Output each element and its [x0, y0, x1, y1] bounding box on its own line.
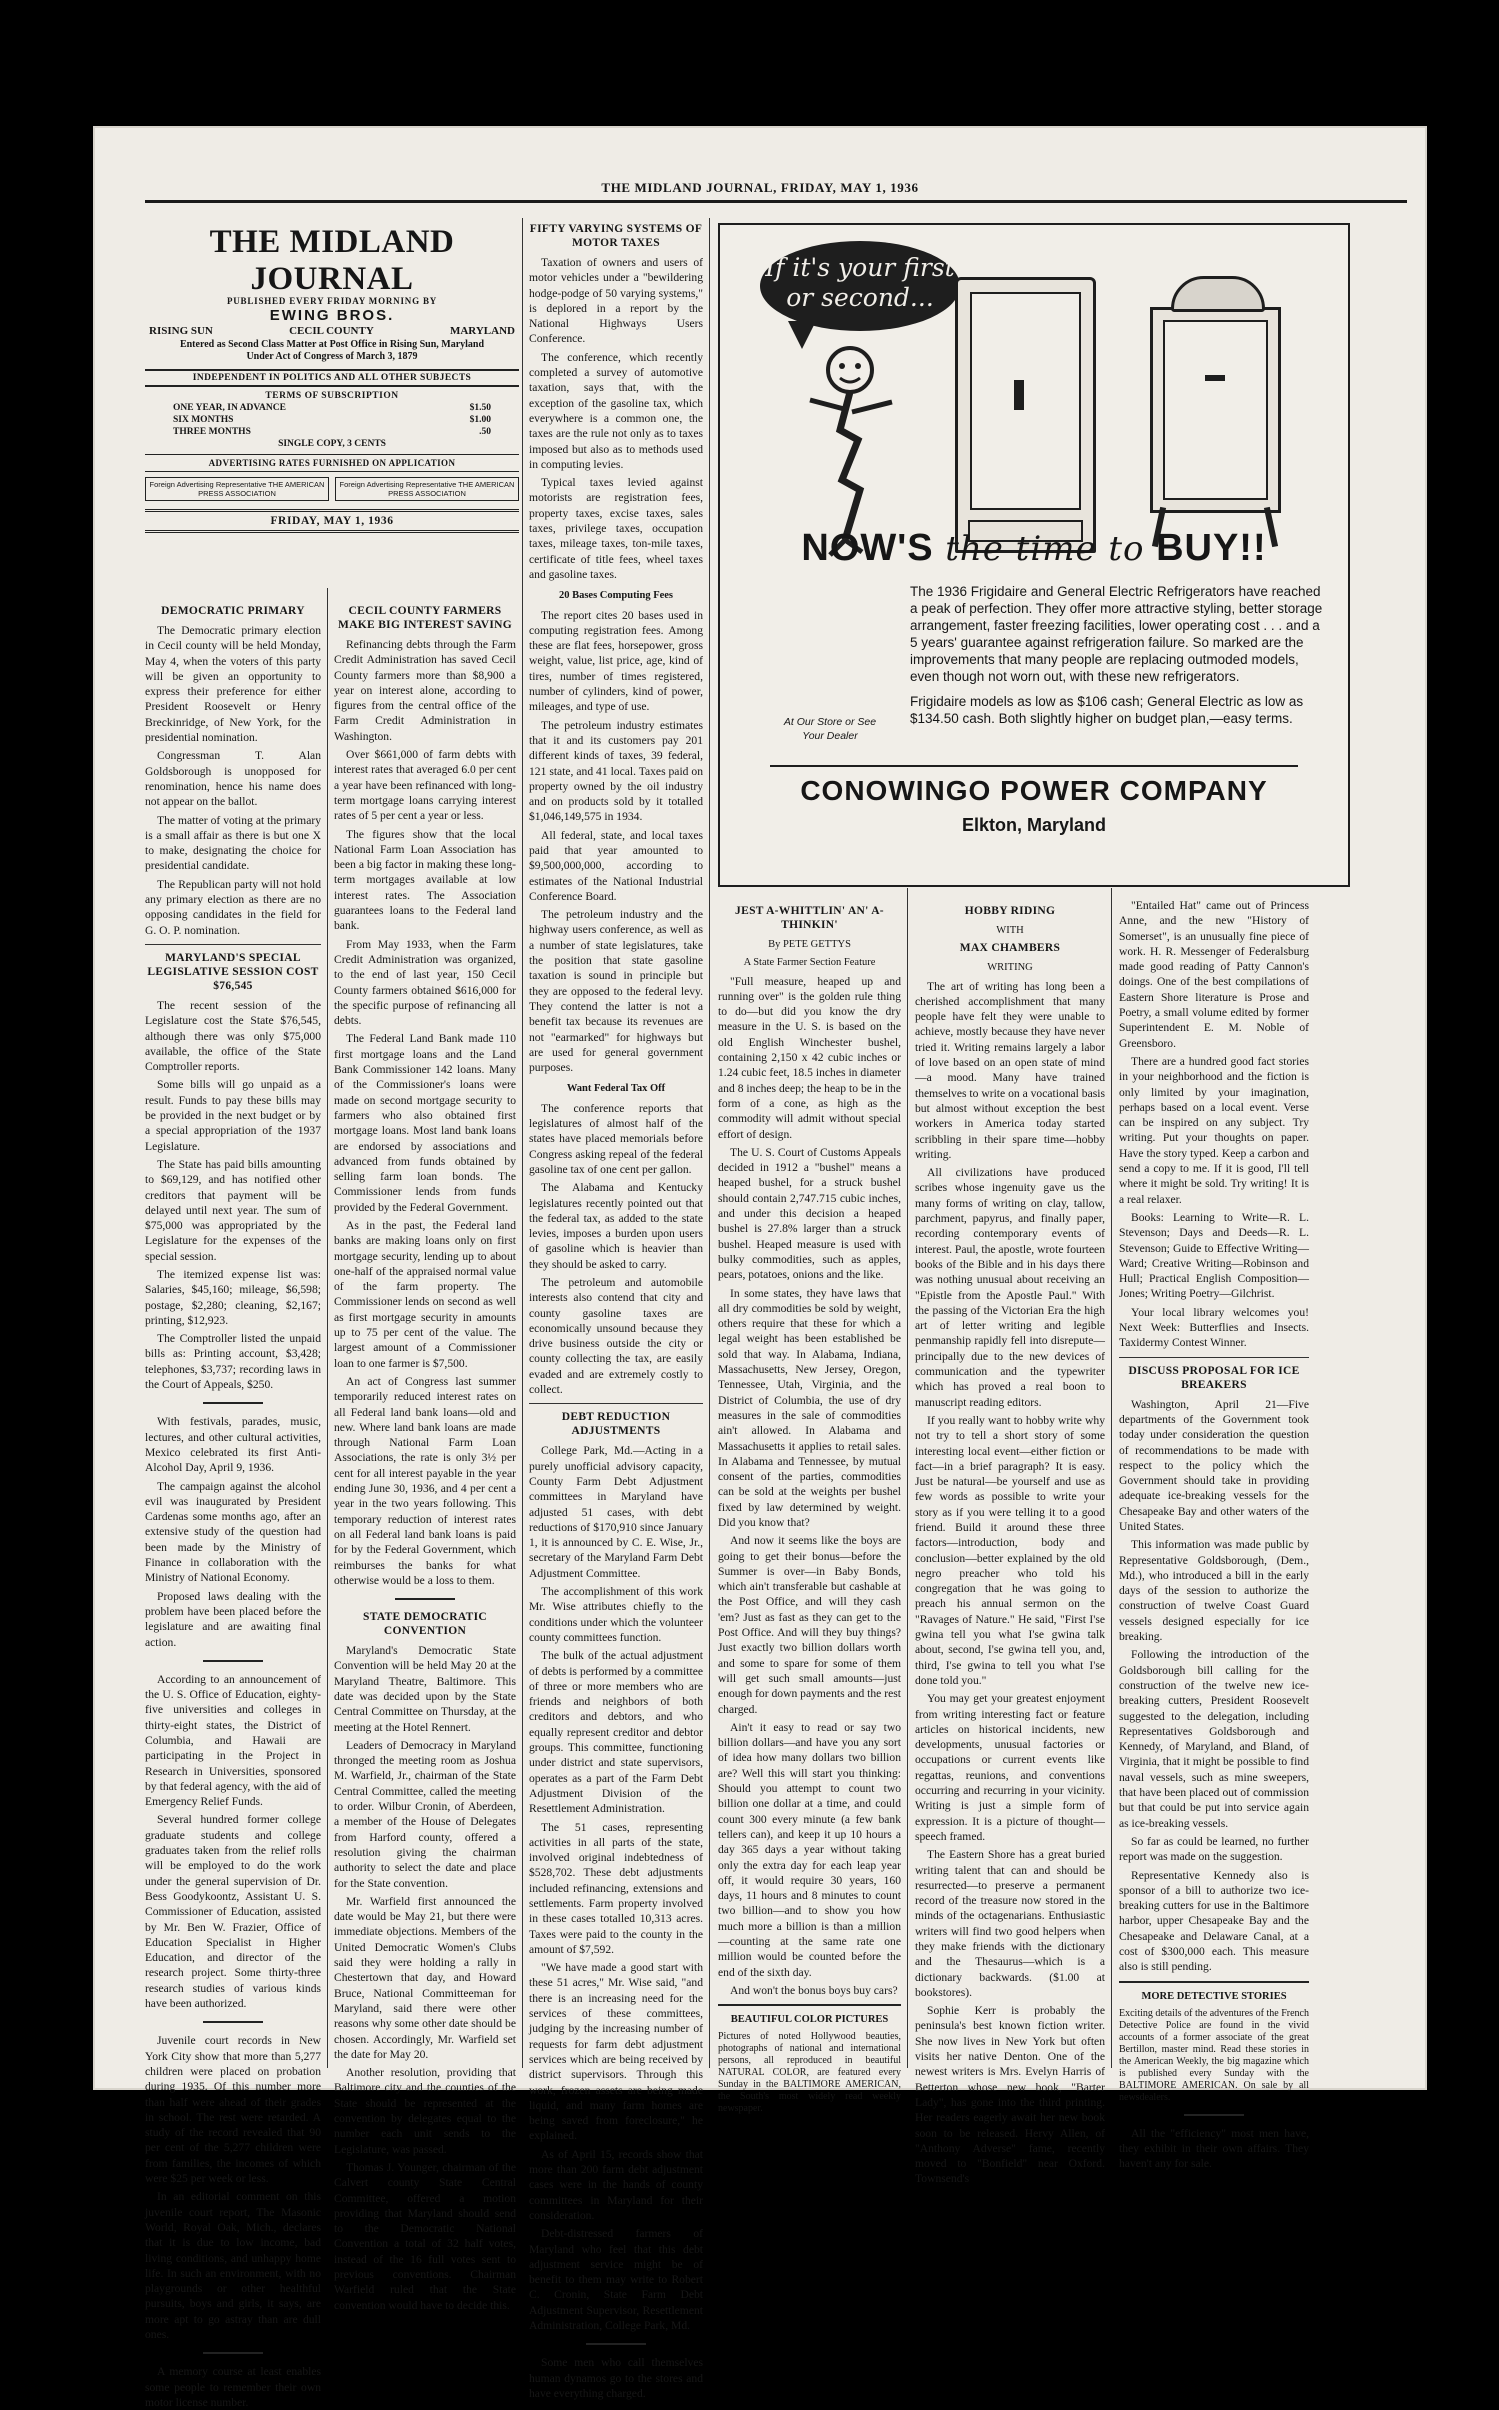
paragraph: You may get your greatest enjoyment from writing interesting fact or feature articles on historical incidents, new developments, unusual factories or occupations or current events like regattas, reunions, and conventions occurring and recurring in your vicinity. Writing is just a simple form of expression. It is a picture of thought—speech framed.: [915, 1692, 1105, 1843]
subscription-terms: [163, 391, 501, 449]
ad-rates: ADVERTISING RATES FURNISHED ON APPLICATION: [145, 454, 519, 472]
column-1: [145, 598, 321, 2409]
location-row: [145, 325, 519, 337]
paragraph: Some bills will go unpaid as a result. Funds to pay these bills may be provided in the next budget or by a special appropriation of the 1937 Legislature.: [145, 1078, 321, 1153]
headline-part: BUY!!: [1156, 527, 1267, 569]
paragraph: The petroleum and automobile interests also contend that city and county gasoline taxes are economically unsound because they drive business outside the city or county collecting the tax, are easily evaded and are extremely costly to collect.: [529, 1276, 703, 1397]
ad-company: CONOWINGO POWER COMPANY: [800, 775, 1268, 806]
newspaper-page: [95, 128, 1425, 2409]
paragraph: The conference, which recently completed a survey of automotive taxation, says that, with the exception of the gasoline tax, which everywhere is a common one, the taxes are the rule not only as to taxes imposed but also as to methods used in computing levies.: [529, 350, 703, 471]
divider: [1119, 1357, 1309, 1358]
column-rule: [907, 888, 908, 2068]
paragraph: As of April 15, records show that more than 200 farm debt adjustment cases were in the hands of county committees in Maryland for their consideration.: [529, 2147, 703, 2222]
paragraph: The recent session of the Legislature cost the State $76,545, although there was only $75,000 available, the office of the State Comptroller reports.: [145, 998, 321, 1074]
paragraph: Debt-distressed farmers of Maryland who feel that this debt adjustment service might be of benefit to them may write to Robert C. Cronin, State Farm Debt Adjustment Supervisor, Resettlement Administration, College Park, Md.: [529, 2227, 703, 2332]
masthead: [145, 220, 519, 592]
paragraph: The matter of voting at the primary is a small affair as there is but one X to make, designating the choice for presidential candidate.: [145, 813, 321, 873]
column-4: [718, 898, 901, 2115]
paragraph: The U. S. Court of Customs Appeals decided in 1912 a "bushel" means a heaped bushel, for a struck bushel should contain 2,747.715 cubic inches, and under this decision a heaped bushel is 27.8% larger than a struck bushel. Heaped measure is used with bulky commodities, such as apples, pears, potatoes, onions and the like.: [718, 1145, 901, 1282]
column-3: [529, 216, 703, 2400]
subheading: 20 Bases Computing Fees: [558, 590, 674, 602]
headline: HOBBY RIDING: [964, 905, 1056, 917]
section-title: WRITING: [987, 962, 1033, 974]
headline: JEST A-WHITTLIN' AN' A-THINKIN': [735, 905, 884, 931]
paragraph: Another resolution, providing that Baltimore city and the counties of the State should be represented at the convention by delegates equal to the number each unit sends to the Legislature, was passed.: [334, 2066, 516, 2156]
paragraph: The art of writing has long been a cherished accomplishment that many people have felt they were unable to achieve, mostly because they have never tried it. Writing remains largely a labor of love based on an open state of mind—a mood. Many have trained themselves to write on a vocational basis but almost without exception the best workers in America today started scribbling in their spare time—hobby writing.: [915, 979, 1105, 1161]
paragraph: The Comptroller listed the unpaid bills as: Printing account, $3,428; telephones, $3,737; recording laws in the Court of Appeals, $250.: [145, 1332, 321, 1392]
running-head: THE MIDLAND JOURNAL, FRIDAY, MAY 1, 1936: [601, 180, 919, 195]
divider: [203, 1660, 263, 1662]
paragraph: If you really want to hobby write why not try to tell a short story of some interesting local event—either fiction or fact—in a brief paragraph? It is easy. Just be natural—be yourself and use as few words as possible to write your story as if you were telling it to a good friend. Build it around these three factors—introduction, body and conclusion—better explained by the old negro preacher who told his congregation that he was going to preach his annual sermon on the "Ravages of Nature." He said, "First I'se gwina tell you what I'se gwina talk about, second, I'se gwina tell you, and, third, I'se gwina to tell you what I'se done told you.": [915, 1413, 1105, 1687]
divider: [145, 944, 321, 945]
paragraph: Juvenile court records in New York City show that more than 5,277 children were placed on probation during 1935. Of this number more than half were ahead of their grades in school. The rest were retarded. A study of the record revealed that 90 per cent of the 5,277 children were from families, the incomes of which were $25 per week or less.: [145, 2034, 321, 2186]
paragraph: This information was made public by Representative Goldsborough, (Dem., Md.), who introduced a bill in the early days of the session to authorize the construction of twelve Coast Guard vessels designed especially for ice breaking.: [1119, 1538, 1309, 1644]
ad-store-note: At Our Store or See Your Dealer: [783, 716, 877, 742]
divider: [586, 2343, 646, 2345]
paragraph: The Democratic primary election in Cecil county will be held Monday, May 4, when the voters of this party will be given an opportunity to express their preference for either President Roosevelt or Henry Breckinridge, of New York, for the presidential nomination.: [145, 624, 321, 745]
paragraph: Representative Kennedy also is sponsor of a bill to authorize two ice-breaking cutters for use in the Baltimore harbor, upper Chesapeake Bay and the Chesapeake and Delaware Canal, at a cost of $300,000 each. This measure also is still pending.: [1119, 1868, 1309, 1974]
paragraph: A memory course at least enables some people to remember their own motor license number.: [145, 2365, 321, 2409]
box-text: Pictures of noted Hollywood beauties, photographs of national and international persons, all reproduced in beautiful NATURAL COLOR, are featured every Sunday in the BALTIMORE AMERICAN, the South's most widely read weekly newspaper.: [718, 2031, 901, 2115]
paragraph: The accomplishment of this work Mr. Wise attributes chiefly to the conditions under which the volunteer county committees function.: [529, 1585, 703, 1644]
paragraph: Several hundred former college graduate students and college graduates taken from the relief rolls will be employed to do the work under the general supervision of Dr. Bess Goodykoontz, Assistant U. S. Commissioner of Education, assisted by Mr. Ben W. Frazier, Office of Education Specialist in Higher Education, and director of the research project. Some thirty-three research studies of various kinds have been authorized.: [145, 1813, 321, 2011]
paragraph: Proposed laws dealing with the problem have been placed before the legislature and are awaiting final action.: [145, 1589, 321, 1649]
terms-title: TERMS OF SUBSCRIPTION: [265, 391, 399, 401]
terms-label: ONE YEAR, IN ADVANCE: [173, 403, 286, 413]
paragraph: Congressman T. Alan Goldsborough is unopposed for renomination, hence his name does not appear on the ballot.: [145, 749, 321, 809]
headline-part: the time to: [945, 529, 1145, 569]
column-2: [334, 598, 516, 2312]
state: MARYLAND: [449, 325, 515, 337]
newspaper-name: THE MIDLAND JOURNAL: [209, 224, 455, 297]
dateline: FRIDAY, MAY 1, 1936: [145, 509, 519, 533]
author-name: MAX CHAMBERS: [959, 942, 1061, 955]
paragraph: The campaign against the alcohol evil was inaugurated by President Cardenas some months ago, after an extensive study of the question had been made by the Ministry of Finance in collaboration with the Ministry of National Economy.: [145, 1479, 321, 1585]
rep-box: Foreign Advertising Representative THE AMERICAN PRESS ASSOCIATION: [335, 477, 519, 501]
ad-divider: [770, 765, 1298, 767]
paragraph: All the "efficiency" most men have, they exhibit in their own affairs. They haven't any for sale.: [1119, 2126, 1309, 2171]
paragraph: Typical taxes levied against motorists are registration fees, property taxes, excise taxes, sales taxes, privilege taxes, occupation taxes, mileage taxes, ton-mile taxes, certificate of title fees, wheel taxes and gasoline taxes.: [529, 476, 703, 581]
column-rule: [522, 218, 523, 2068]
paragraph: In some states, they have laws that all dry commodities be sold by weight, others require that these for which a legal weight has been established be sold that way. In Alabama, Indiana, Massachusetts, New Jersey, Oregon, Tennessee, Utah, Virginia, and the District of Columbia, the use of dry measures in the sale of commodities ain't allowed. In Alabama and Massachusetts it applies to retail sales. In Alabama and Tennessee, by mutual consent of the parties, commodities can be sold at the weights per bushel fixed by law determined by weight. Did you know that?: [718, 1286, 901, 1529]
terms-row: [173, 427, 491, 437]
paragraph: The petroleum industry and the highway users conference, as well as a number of state legislatures, take the position that state gasoline taxation is sound in principle but they are opposed to the federal levy. They contend the latter is not a benefit tax because its revenues are not "earmarked" for highways but are used for general government purposes.: [529, 908, 703, 1075]
headline: STATE DEMOCRATIC CONVENTION: [363, 1611, 487, 1638]
terms-price: .50: [479, 427, 491, 437]
byline: By PETE GETTYS: [768, 939, 851, 950]
representatives: [145, 477, 519, 501]
paragraph: From May 1933, when the Farm Credit Administration was organized, to the end of last year, 150 Cecil County farmers obtained $616,000 for the specific purpose of refinancing all debts.: [334, 937, 516, 1028]
paragraph: The Republican party will not hold any primary election as there are no opposing candidates in the field for G. O. P. nomination.: [145, 877, 321, 937]
paragraph: The bulk of the actual adjustment of debts is performed by a committee of three or more members who are friends and neighbors of both creditors and debtors, and who equally represent creditor and debtor groups. This committee, functioning under district and state supervisors, operates as a part of the Farm Debt Adjustment Division of the Resettlement Administration.: [529, 1649, 703, 1816]
paragraph: Maryland's Democratic State Convention will be held May 20 at the Maryland Theatre, Baltimore. This date was decided upon by the State Central Committee on Thursday, at the meeting at the Hotel Rennert.: [334, 1644, 516, 1734]
headline: FIFTY VARYING SYSTEMS OF MOTOR TAXES: [529, 223, 703, 249]
paragraph: According to an announcement of the U. S. Office of Education, eighty-five universities and colleges in thirty-eight states, the District of Columbia, and Hawaii are participating in the Project in Research in Universities, sponsored by that federal agency, with the aid of Emergency Relief Funds.: [145, 1672, 321, 1809]
paragraph: The itemized expense list was: Salaries, $45,160; mileage, $6,598; postage, $2,280; cleaning, $2,167; printing, $12,923.: [145, 1267, 321, 1327]
headline: DEMOCRATIC PRIMARY: [161, 605, 305, 617]
refrigerator-left-icon: [955, 277, 1096, 553]
subheading: Want Federal Tax Off: [566, 1083, 666, 1095]
paragraph: And won't the bonus boys buy cars?: [730, 1983, 898, 1997]
box-text: Exciting details of the adventures of the French Detective Police are found in the vivid accounts of a former associate of the great Bertillon, master mind. Read these stories in the American Weekly, the big magazine which is published every Sunday with the BALTIMORE AMERICAN. On sale by all newsdealers.: [1119, 2007, 1309, 2103]
paragraph: The petroleum industry estimates that it and its customers pay 201 different kinds of taxes, 39 federal, 121 state, and 41 local. Taxes paid on property owned by the oil industry and on products sold by it totalled $1,046,149,575 in 1934.: [529, 718, 703, 824]
paragraph: Washington, April 21—Five departments of the Government took today under consideration the question of recommendations to be made with respect to the policy which the Government should take in providing adequate ice-breaking vessels for the Chesapeake Bay and other waters of the United States.: [1119, 1397, 1309, 1533]
column-rule: [709, 218, 710, 2068]
terms-price: $1.00: [469, 415, 491, 425]
paragraph: Refinancing debts through the Farm Credit Administration has saved Cecil County farmers more than $8,900 a year on interest alone, according to figures from the central office of the Farm Credit Administration in Washington.: [334, 638, 516, 743]
town: RISING SUN: [149, 325, 213, 337]
paragraph: Ain't it easy to read or say two billion dollars—and have you any sort of idea how many dollars two billion are? Well this will start you thinking: Should you attempt to count two billion one dollar at a time, and could count 300 every minute (a few bank tellers can), and keep it up 10 hours a day 365 days a year without taking only the extra day for each leap year off, it would require 30 years, 160 days, 11 hours and 8 minutes to count two billion—and to show you how much more a billion is than a million—counting at the same rate one million would be counted before the end of the sixth day.: [718, 1720, 901, 1979]
terms-label: SIX MONTHS: [173, 415, 234, 425]
paragraph: In an editorial comment on this juvenile court report, The Masonic World, Royal Oak, Mich., declares that it is due to low income, bad living conditions, and unhappy home life. In such an environment, with no playgrounds or other healthful pursuits, boys and girls, it says, are more apt to go astray than are dull ones.: [145, 2190, 321, 2341]
paragraph: "We have made a good start with these 51 acres," Mr. Wise said, "and there is an increasing need for the services of these committees, judging by the increasing number of requests for farm debt adjustment services which are being received by district supervisors. Through this work, frozen assets are being made liquid, and many farm homes are being saved from foreclosure," he explained.: [529, 1961, 703, 2143]
ad-paragraph: Frigidaire models as low as $106 cash; General Electric as low as $134.50 cash. Both slightly higher on budget plan,—easy terms.: [910, 694, 1304, 726]
paragraph: College Park, Md.—Acting in a purely unofficial advisory capacity, County Farm Debt Adjustment committees in Maryland have adjusted 51 cases, with debt reductions of $170,910 since January 1, it is announced by C. E. Wise, Jr., secretary of the Maryland Farm Debt Adjustment Committee.: [529, 1444, 703, 1580]
terms-price: $1.50: [469, 403, 491, 413]
divider: [1119, 1981, 1309, 1983]
box-title: MORE DETECTIVE STORIES: [1141, 1990, 1287, 2002]
terms-label: THREE MONTHS: [173, 427, 251, 437]
paragraph: Sophie Kerr is probably the peninsula's best known fiction writer. She now lives in New York but often visits her native Denton. One of the newest writers is Mrs. Evelyn Harris of Betterton whose new book, "Barter Lady", has gone into the third printing. Her readers eagerly await her new book soon to be released. Hervy Allen, of "Anthony Adverse" fame, recently moved to "Bonfield" near Oxford. Townsend's: [915, 2004, 1105, 2186]
paragraph: The conference reports that legislatures of almost half of the states have placed memorials before Congress asking repeal of the federal gasoline tax of one cent per gallon.: [529, 1101, 703, 1176]
paragraph: Over $661,000 of farm debts with interest rates that averaged 6.0 per cent a year have been refinanced with long-term mortgage loans carrying interest rates of 5 per cent a year or less.: [334, 748, 516, 823]
paragraph: Leaders of Democracy in Maryland thronged the meeting room as Joshua M. Warfield, Jr., chairman of the State Central Committee, called the meeting to order. Wilbur Cronin, of Aberdeen, a member of the House of Delegates from Harford county, offered a resolution giving the chairman authority to select the date and place for the State convention.: [334, 1738, 516, 1890]
terms-row: [173, 403, 491, 413]
paragraph: Taxation of owners and users of motor vehicles under a "bewildering hodge-podge of 50 varying systems," is deplored in a report by the National Highways Users Conference.: [529, 256, 703, 346]
entered-notice: [145, 339, 519, 363]
paragraph: And now it seems like the boys are going to get their bonus—before the Summer is over—in Baby Bonds, which ain't transferable but cashable at the Post Office, and will they cash 'em? Just as fast as they can get to the Post Office. And will they buy things? Just exactly two billion dollars worth and some to spare for some of them will get such small amounts—just enough for down payments and the rest charged.: [718, 1534, 901, 1716]
ad-body: [910, 583, 1324, 735]
publisher-name: EWING BROS.: [269, 307, 395, 324]
with-line: WITH: [996, 925, 1024, 936]
paragraph: All federal, state, and local taxes paid that year amounted to $9,500,000,000, according to estimates of the National Industrial Conference Board.: [529, 828, 703, 903]
paragraph: "Entailed Hat" came out of Princess Anne, and the new "History of Somerset", is an unusually fine piece of work. H. R. Messenger of Federalsburg made good reading of Patty Cannon's doings. One of the best compilations of Eastern Shore literature is Prose and Poetry, a small volume edited by former Superintendent E. M. Noble of Greensboro.: [1119, 899, 1309, 1050]
column-rule: [1111, 888, 1112, 2068]
paragraph: The Alabama and Kentucky legislatures recently pointed out that the federal tax, as added to the state levies, imposes a burden upon users of gasoline which is heavier than they should be asked to carry.: [529, 1181, 703, 1271]
paragraph: Following the introduction of the Goldsborough bill calling for the construction of the twelve new ice-breaking cutters, President Roosevelt suggested to the delegation, including Representatives Goldsborough and Kennedy, of Maryland, and Bland, of Virginia, that it might be possible to find naval vessels, such as mine sweepers, that have been placed out of commission but that could be put into service again as ice-breaking vessels.: [1119, 1648, 1309, 1830]
refrigerator-advertisement: [718, 223, 1350, 887]
divider: [203, 1402, 263, 1404]
column-6: [1119, 898, 1309, 2171]
paragraph: With festivals, parades, music, lectures, and other cultural activities, Mexico celebrated its first Anti-Alcohol Day, April 9, 1936.: [145, 1415, 321, 1475]
paragraph: The 51 cases, representing activities in all parts of the state, involved original indebtedness of $528,702. These debt adjustments included refinancing, extensions and settlements. Farm property involved in these cases totalled 10,313 acres. Taxes were paid to the county in the amount of $7,592.: [529, 1820, 703, 1956]
rep-box: Foreign Advertising Representative THE AMERICAN PRESS ASSOCIATION: [145, 477, 329, 501]
published-line: PUBLISHED EVERY FRIDAY MORNING BY: [226, 296, 438, 306]
paragraph: There are a hundred good fact stories in your neighborhood and the fiction is only limited by your imagination, perhaps based on a local event. Verse can be inspired on any subject. Try writing. Put your thoughts on paper. Have the story typed. Keep a carbon and send a copy to me. If it is good, I'll tell where it might be sold. Try writing! It is a real relaxer.: [1119, 1054, 1309, 1206]
column-rule: [327, 588, 328, 2068]
entered-line-1: Entered as Second Class Matter at Post Office in Rising Sun, Maryland: [179, 339, 485, 350]
divider: [395, 1598, 455, 1600]
independent-banner: INDEPENDENT IN POLITICS AND ALL OTHER SUBJECTS: [145, 369, 519, 387]
county: CECIL COUNTY: [289, 325, 374, 337]
paragraph: The State has paid bills amounting to $69,129, and has notified other creditors that payment will be delayed until next year. The sum of $75,000 was appropriated by the Legislature for the expenses of the special session.: [145, 1157, 321, 1263]
headline: MARYLAND'S SPECIAL LEGISLATIVE SESSION COST $76,545: [147, 951, 319, 992]
column-5: [915, 898, 1105, 2186]
ad-city: Elkton, Maryland: [961, 815, 1107, 835]
divider: [718, 2004, 901, 2006]
divider: [529, 1403, 703, 1404]
single-copy: SINGLE COPY, 3 CENTS: [278, 439, 386, 449]
headline: DEBT REDUCTION ADJUSTMENTS: [561, 1411, 671, 1438]
paragraph: The figures show that the local National Farm Loan Association has been a big factor in making these long-term mortgages available at low interest rates. The Association guarantees loans to the Federal land bank.: [334, 827, 516, 933]
paragraph: As in the past, the Federal land banks are making loans only on first mortgage security, lending up to about one-half of the appraised normal value of the farm property. The Commissioner lends on second as well as first mortgage security in amounts up to 75 per cent of the value. The largest amount of a Commissioner loan to one farmer is $7,500.: [334, 1218, 516, 1370]
refrigerator-right-icon: [1150, 307, 1281, 513]
divider: [203, 2352, 263, 2354]
divider: [203, 2021, 263, 2023]
paragraph: Some men who call themselves human dynamos go to the stores and have everything charged.: [529, 2356, 703, 2400]
paragraph: Books: Learning to Write—R. L. Stevenson; Days and Deeds—R. L. Stevenson; Guide to Effective Writing—Ward; Creative Writing—Robinson and Hull; Practical English Composition—Jones; Writing Poetry—Gilchrist.: [1119, 1210, 1309, 1301]
paragraph: All civilizations have produced scribes whose ingenuity gave us the many forms of writing on clay, tallow, parchment, papyrus, and finally paper, recording contemporary events of interest. Paul, the apostle, wrote fourteen books of the Bible and in his days there was nothing unusual about receiving an "Epistle from the Apostle Paul." With the passing of the Victorian Era the high art of letter writing and legible penmanship rapidly fell into disrepute—principally due to the new devices of communication and the typewriter which has proved a real boon to manuscript reading editors.: [915, 1166, 1105, 1409]
paragraph: The Federal Land Bank made 110 first mortgage loans and the Land Bank Commissioner 142 loans. Many of the Commissioner's loans were made on second mortgage security to farmers who also obtained first mortgage loans. Most land bank loans are endorsed by associations and advanced from funds obtained by selling farm loan bonds. The Commissioner lends from funds provided by the Federal Government.: [334, 1032, 516, 1214]
paragraph: Your local library welcomes you! Next Week: Butterflies and Insects. Taxidermy Contest Winner.: [1119, 1305, 1309, 1350]
paragraph: "Full measure, heaped up and running over" is the golden rule thing to do—but did you know the dry measure in the U. S. is based on the old English Winchester bushel, containing 2,150 x 42 cubic inches or 1.24 cubic feet, 18.5 inches in diameter and 8 inches deep; the heap to be in the form of a cone, as high as the commodity will admit without special effort of design.: [718, 974, 901, 1141]
box-title: BEAUTIFUL COLOR PICTURES: [730, 2014, 889, 2026]
headline-part: NOW'S: [801, 527, 934, 569]
top-rule: [145, 200, 1407, 203]
ad-headline: [720, 527, 1348, 570]
ad-paragraph: The 1936 Frigidaire and General Electric Refrigerators have reached a peak of perfection. They offer more attractive styling, better storage arrangement, faster freezing facilities, lower operating cost . . . and a 5 years' guarantee against refrigeration failure. So marked are the improvements that many people are replacing outmoded models, even though not worn out, with these new refrigerators.: [910, 584, 1323, 684]
paragraph: The Eastern Shore has a great buried writing talent that can and should be resurrected—to preserve a permanent record of the treasure now stored in the minds of the octagenarians. Enthusiastic writers will find two good helpers when they make friends with the dictionary and the Thesaurus—which is a dictionary backwards. ($1.00 at bookstores).: [915, 1848, 1105, 1999]
paragraph: So far as could be learned, no further report was made on the suggestion.: [1119, 1834, 1309, 1864]
terms-row: [173, 415, 491, 425]
entered-line-2: Under Act of Congress of March 3, 1879: [246, 351, 418, 362]
paragraph: Thomas J. Younger, chairman of the Calvert county State Central Committee, offered a motion providing that Maryland should send to the Democratic National Convention a total of 32 half votes, instead of the 16 full votes sent to previous conventions. Chairman Warfield ruled that the State convention would have to decide this.: [334, 2160, 516, 2312]
headline: CECIL COUNTY FARMERS MAKE BIG INTEREST SAVING: [338, 605, 512, 631]
paragraph: Mr. Warfield first announced the date would be May 21, but there were immediate objections. Members of the United Democratic Women's Clubs said they were holding a rally in Chestertown that day, and Howard Bruce, National Committeeman for Maryland, said there were other reasons why some other date should be chosen. Accordingly, Mr. Warfield set the date for May 20.: [334, 1894, 516, 2061]
feature-line: A State Farmer Section Feature: [743, 957, 876, 969]
paragraph: The report cites 20 bases used in computing registration fees. Among these are flat fees, horsepower, gross weight, value, list price, age, kind of tires, number of times registered, number of cylinders, kind of power, mileages, and type of use.: [529, 608, 703, 714]
headline: DISCUSS PROPOSAL FOR ICE BREAKERS: [1128, 1364, 1300, 1391]
speech-bubble: If it's your first or second...: [760, 241, 960, 331]
paragraph: An act of Congress last summer temporarily reduced interest rates on all Federal land bank loans—old and new. Where land bank loans are made through National Farm Loan Associations, the rate is only 3½ per cent for all interest payable in the year ending June 30, 1936, and 4 per cent a year in the two years following. This temporary reduction of interest rates on all Federal land bank loans is paid for by the Federal Government, which reimburses the banks for what otherwise would be a loss to them.: [334, 1374, 516, 1587]
divider: [1184, 2114, 1244, 2116]
